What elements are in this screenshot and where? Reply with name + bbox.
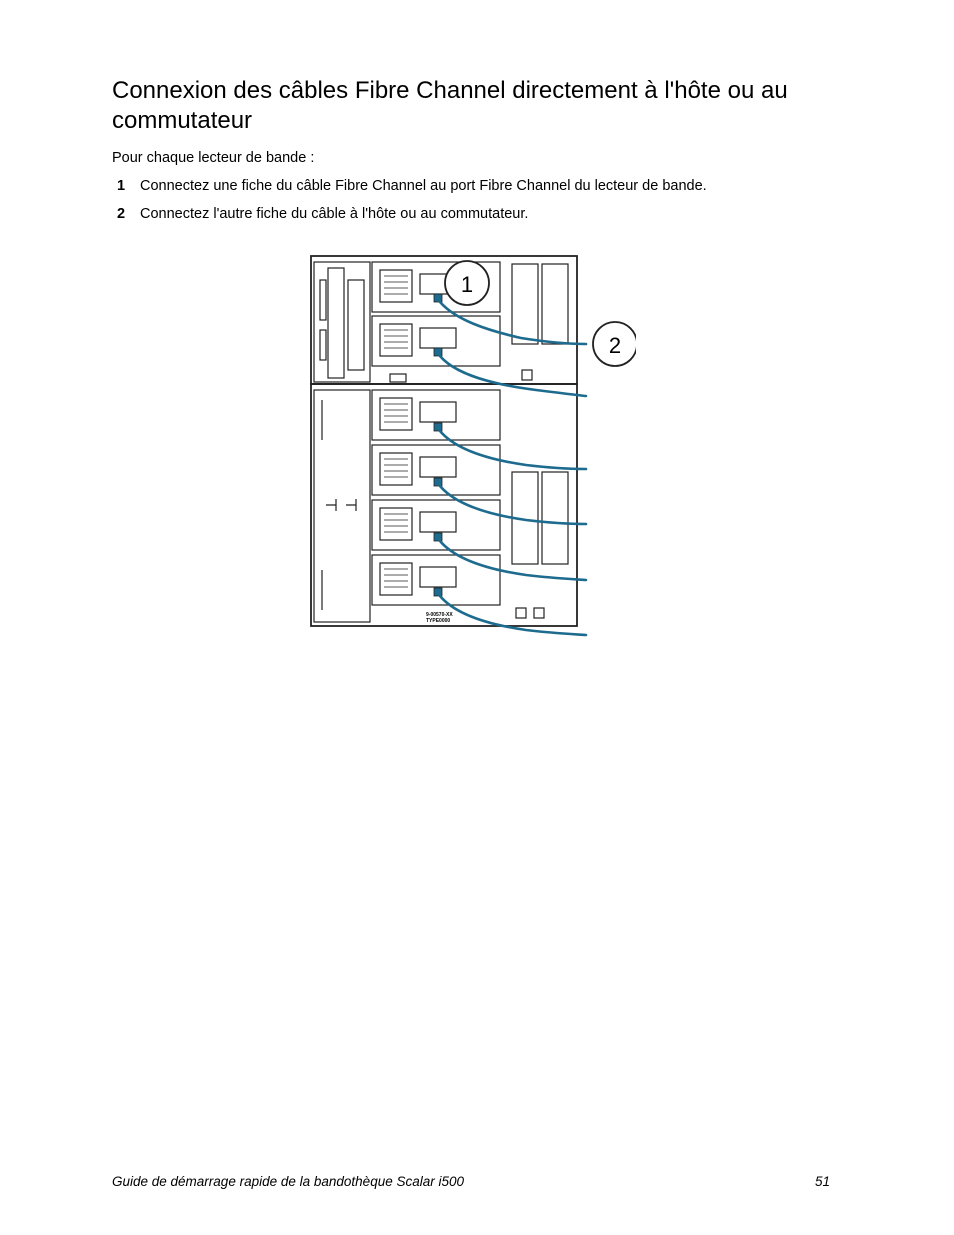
- library-rear-diagram: [306, 250, 636, 642]
- callout-1: [445, 261, 489, 305]
- step-number: 2: [117, 206, 126, 222]
- step-text: Connectez une fiche du câble Fibre Channel au port Fibre Channel du lecteur de bande.: [140, 178, 707, 194]
- module-label: [426, 612, 453, 624]
- footer-page-number: 51: [815, 1174, 831, 1189]
- svg-text:9-00570-XX: 9-00570-XX: [426, 612, 453, 618]
- chassis: [311, 256, 577, 626]
- fibre-channel-cables: [440, 302, 586, 635]
- footer-document-title: Guide de démarrage rapide de la bandothèque Scalar i500: [112, 1174, 465, 1189]
- svg-text:TYPE0000: TYPE0000: [426, 618, 451, 624]
- step-text: Connectez l'autre fiche du câble à l'hôte ou au commutateur.: [140, 206, 529, 222]
- svg-text:2: 2: [608, 333, 622, 358]
- section-heading: Connexion des câbles Fibre Channel directement à l'hôte ou au commutateur: [112, 77, 788, 134]
- callout-2: [593, 322, 636, 366]
- step-number: 1: [117, 178, 126, 194]
- intro-text: Pour chaque lecteur de bande :: [112, 150, 315, 166]
- svg-text:1: 1: [460, 272, 474, 297]
